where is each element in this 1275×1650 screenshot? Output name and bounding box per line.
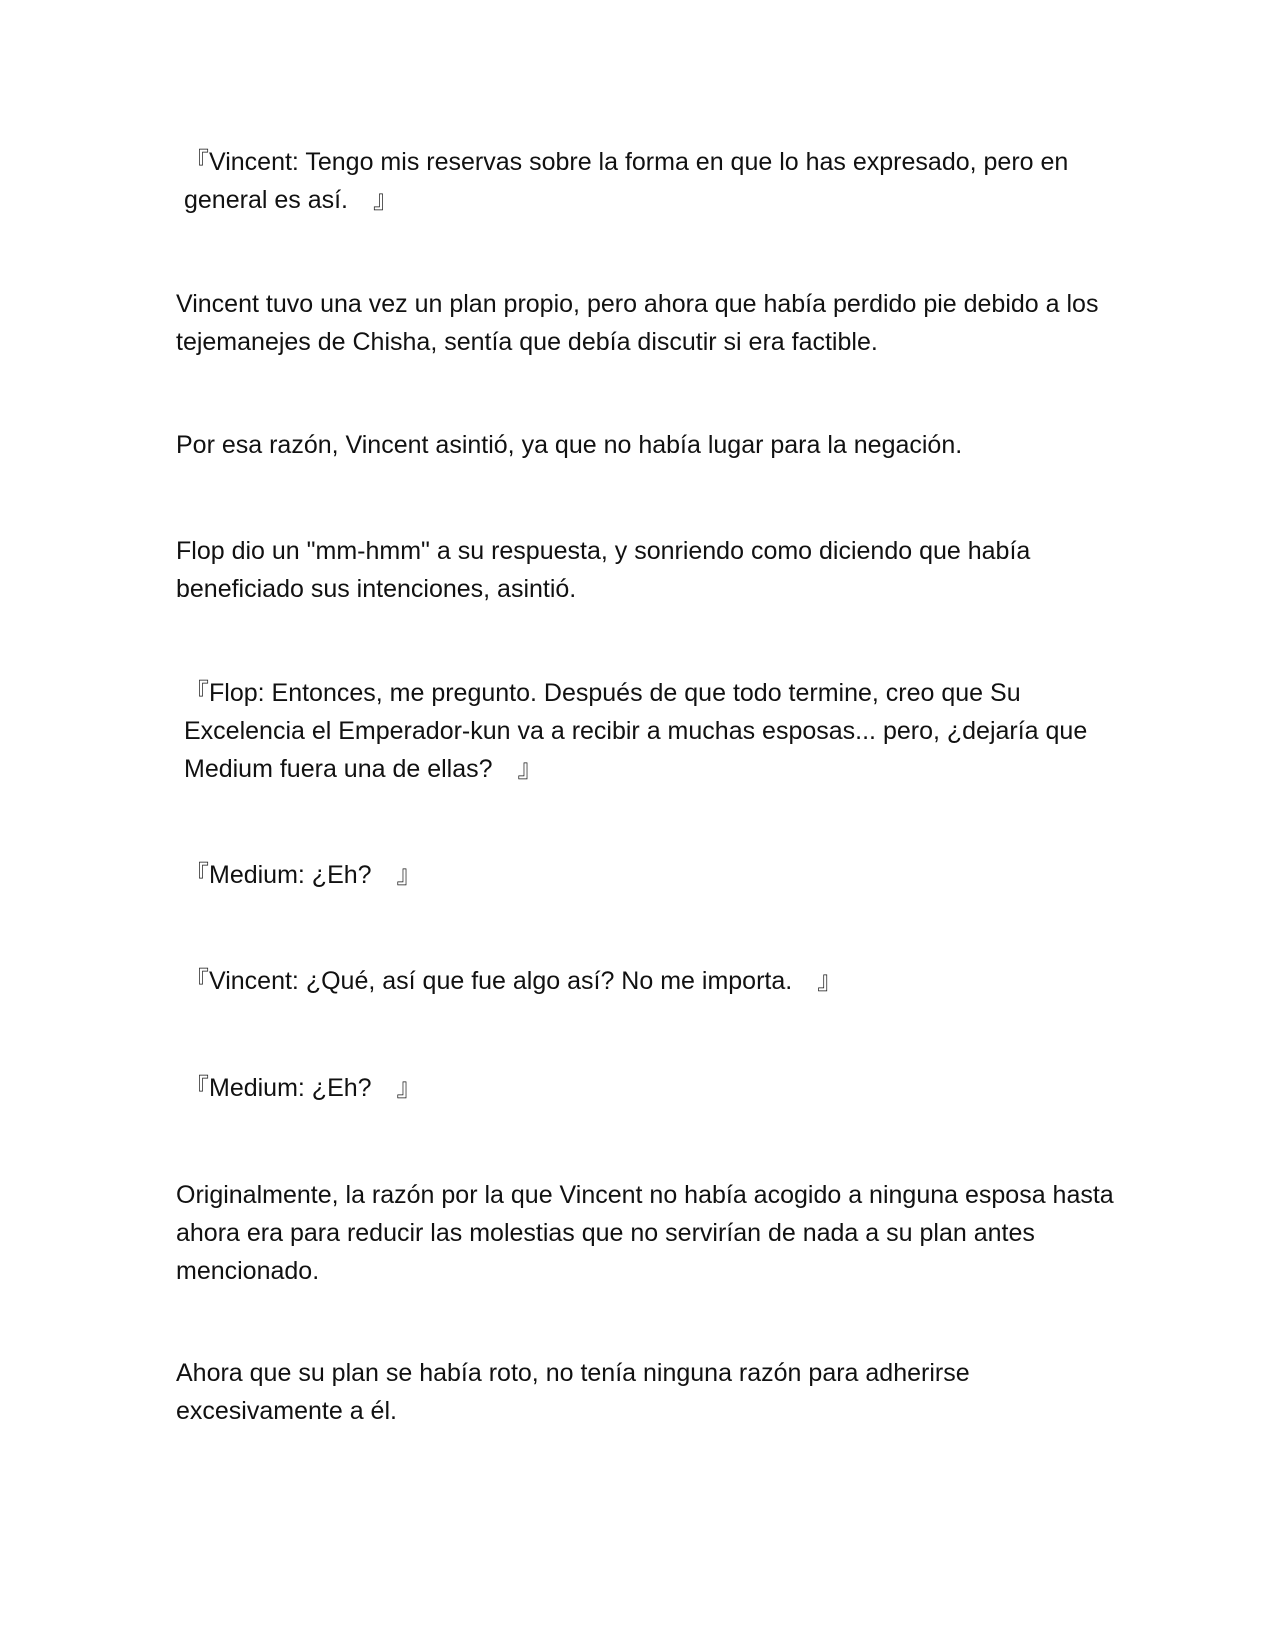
narration-paragraph-5: Ahora que su plan se había roto, no tenía ninguna razón para adherirse excesivamente a él. xyxy=(176,1359,977,1425)
dialogue-medium-2: 『Medium: ¿Eh? 』 xyxy=(184,1074,422,1102)
dialogue-flop: 『Flop: Entonces, me pregunto. Después de que todo termine, creo que Su Excelencia el Emperador-kun va a recibir a muchas esposas... pero, ¿dejaría que Medium fuera una de ellas? 』 xyxy=(184,679,1095,783)
narration-paragraph-3: Flop dio un "mm-hmm" a su respuesta, y sonriendo como diciendo que había beneficiado sus intenciones, asintió. xyxy=(176,537,1038,603)
narration-paragraph-1: Vincent tuvo una vez un plan propio, pero ahora que había perdido pie debido a los tejemanejes de Chisha, sentía que debía discutir si era factible. xyxy=(176,290,1106,356)
narration-paragraph-2: Por esa razón, Vincent asintió, ya que no había lugar para la negación. xyxy=(176,431,963,459)
dialogue-vincent-2: 『Vincent: ¿Qué, así que fue algo así? No me importa. 』 xyxy=(184,967,843,995)
narration-paragraph-4: Originalmente, la razón por la que Vincent no había acogido a ninguna esposa hasta ahora era para reducir las molestias que no servirían de nada a su plan antes mencionado. xyxy=(176,1181,1121,1285)
dialogue-medium-1: 『Medium: ¿Eh? 』 xyxy=(184,861,422,889)
dialogue-vincent-1: 『Vincent: Tengo mis reservas sobre la forma en que lo has expresado, pero en general es así. 』 xyxy=(184,148,1076,214)
